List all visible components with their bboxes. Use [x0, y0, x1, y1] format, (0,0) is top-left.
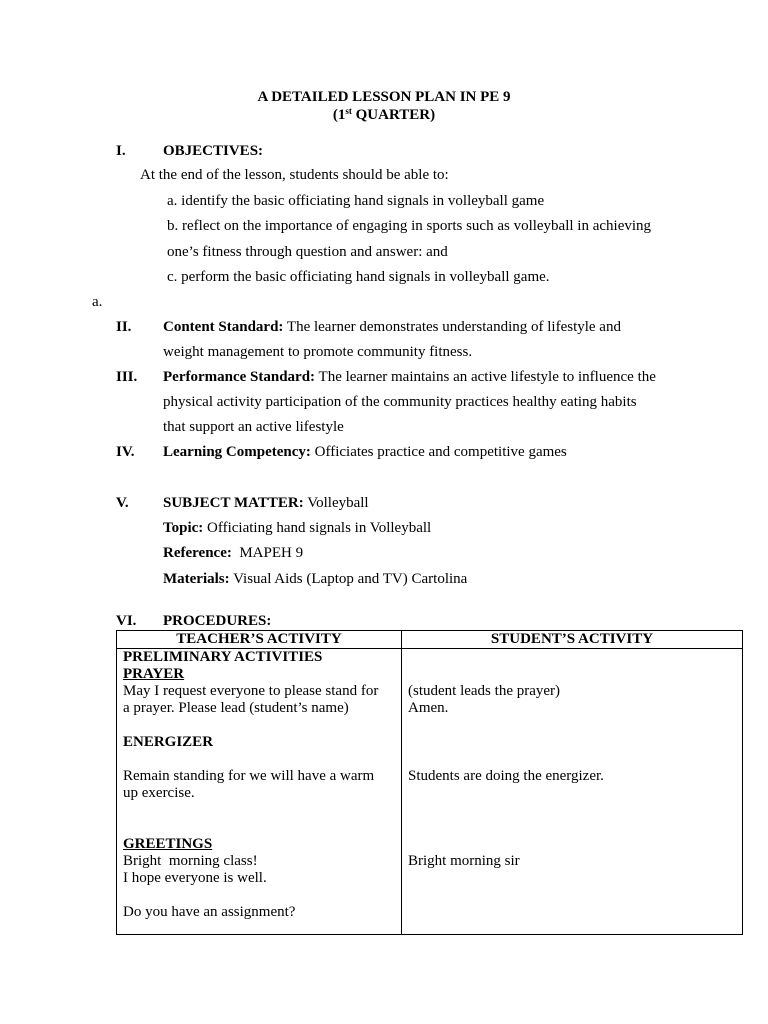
energizer-heading: ENERGIZER — [123, 734, 214, 750]
procedures-table — [116, 630, 743, 935]
table-row — [117, 649, 743, 935]
section-numeral-vi: VI. — [116, 613, 137, 629]
table-header-row — [117, 631, 743, 649]
section-numeral-i: I. — [116, 143, 126, 159]
greetings-heading: GREETINGS — [123, 836, 213, 852]
performance-standard-line3: that support an active lifestyle — [163, 419, 344, 435]
procedures-heading: PROCEDURES: — [163, 613, 272, 629]
energizer-line2: up exercise. — [123, 785, 195, 801]
content-standard-line1: Content Standard: The learner demonstrates understanding of lifestyle and — [163, 319, 621, 335]
reference-line: Reference: MAPEH 9 — [163, 545, 304, 561]
performance-standard-line1: Performance Standard: The learner maintains an active lifestyle to influence the — [163, 369, 656, 385]
preliminary-activities-heading: PRELIMINARY ACTIVITIES — [123, 649, 323, 665]
section-numeral-v: V. — [116, 495, 129, 511]
teacher-activity-header: TEACHER’S ACTIVITY — [117, 631, 402, 649]
stray-list-marker: a. — [92, 294, 103, 310]
teacher-activity-cell — [117, 649, 402, 935]
section-numeral-ii: II. — [116, 319, 132, 335]
quarter-subtitle: (1st QUARTER) — [332, 106, 436, 123]
section-numeral-iv: IV. — [116, 444, 135, 460]
objectives-intro: At the end of the lesson, students should be able to: — [140, 167, 449, 183]
student-prayer-line1: (student leads the prayer) — [408, 683, 561, 699]
materials-line: Materials: Visual Aids (Laptop and TV) Cartolina — [163, 571, 468, 587]
greetings-line1: Bright morning class! — [123, 853, 258, 869]
document-title: A DETAILED LESSON PLAN IN PE 9 — [257, 89, 511, 105]
prayer-line2: a prayer. Please lead (student’s name) — [123, 700, 349, 716]
subject-matter: SUBJECT MATTER: Volleyball — [163, 495, 369, 511]
learning-competency: Learning Competency: Officiates practice and competitive games — [163, 444, 567, 460]
prayer-heading: PRAYER — [123, 666, 185, 682]
objective-c: c. perform the basic officiating hand signals in volleyball game. — [167, 269, 550, 285]
student-prayer-line2: Amen. — [408, 700, 449, 716]
student-energizer: Students are doing the energizer. — [408, 768, 604, 784]
content-standard-line2: weight management to promote community fitness. — [163, 344, 473, 360]
section-numeral-iii: III. — [116, 369, 138, 385]
objectives-heading: OBJECTIVES: — [163, 143, 264, 159]
greetings-line2: I hope everyone is well. — [123, 870, 267, 886]
energizer-line1: Remain standing for we will have a warm — [123, 768, 375, 784]
student-activity-header: STUDENT’S ACTIVITY — [402, 631, 743, 649]
objective-b-line1: b. reflect on the importance of engaging in sports such as volleyball in achieving — [167, 218, 652, 234]
student-activity-cell — [402, 649, 743, 935]
objective-a: a. identify the basic officiating hand signals in volleyball game — [167, 193, 545, 209]
student-greetings: Bright morning sir — [408, 853, 520, 869]
performance-standard-line2: physical activity participation of the community practices healthy eating habits — [163, 394, 637, 410]
prayer-line1: May I request everyone to please stand for — [123, 683, 379, 699]
assignment-question: Do you have an assignment? — [123, 904, 296, 920]
topic-line: Topic: Officiating hand signals in Volleyball — [163, 520, 432, 536]
objective-b-line2: one’s fitness through question and answer: and — [167, 244, 448, 260]
